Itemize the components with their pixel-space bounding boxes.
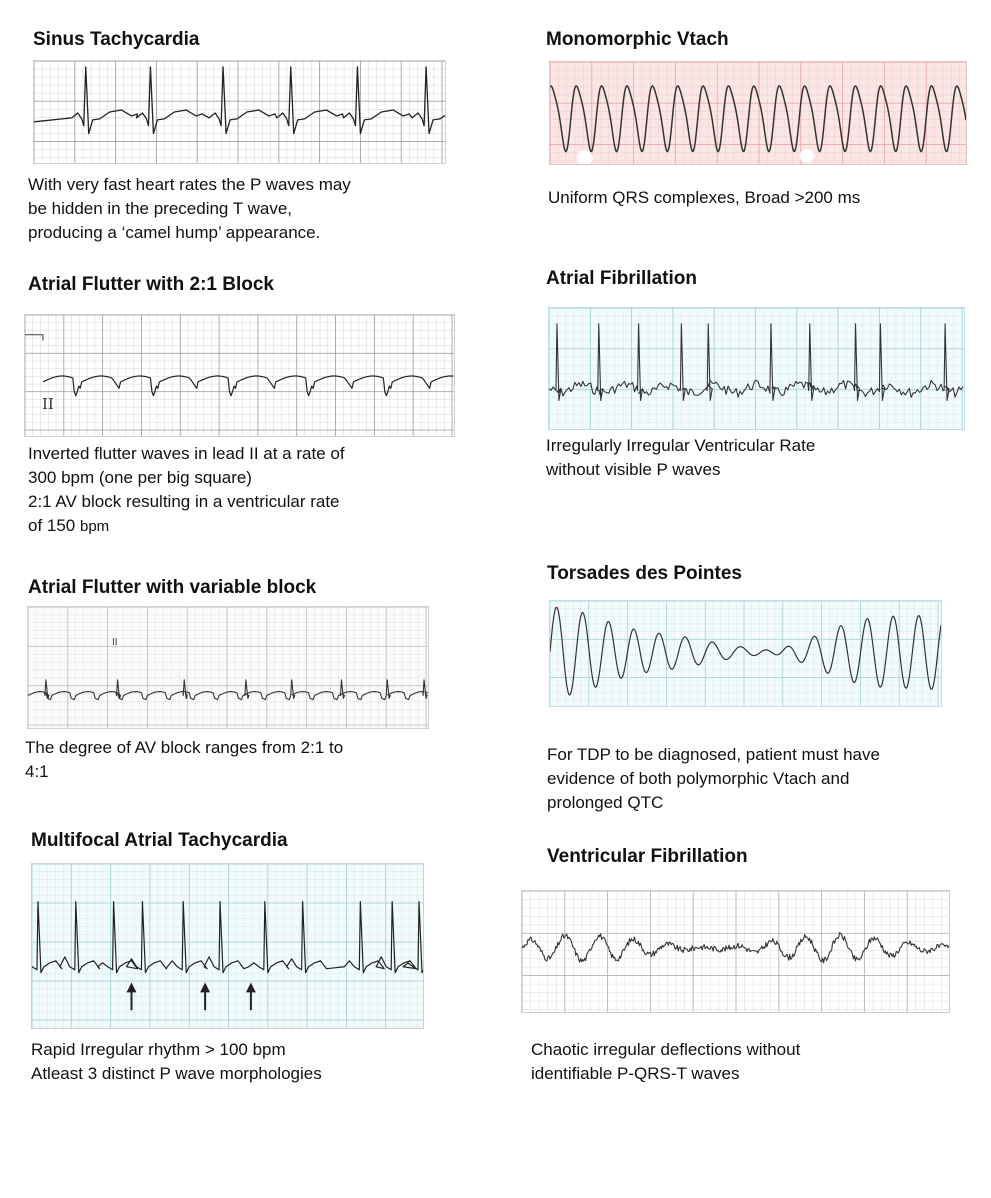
caption-line: 2:1 AV block resulting in a ventricular rate xyxy=(28,492,340,511)
caption-line: prolonged QTC xyxy=(547,793,664,812)
ecg-strip-atrial-flutter-2-1 xyxy=(24,314,455,437)
caption-line: identifiable P-QRS-T waves xyxy=(531,1064,740,1083)
caption-monomorphic-vtach xyxy=(548,186,860,210)
caption-line: 300 bpm (one per big square) xyxy=(28,468,252,487)
title-torsades-des-pointes: Torsades des Pointes xyxy=(547,563,742,584)
lead-label: II xyxy=(112,637,118,648)
ecg-grid xyxy=(25,315,454,436)
ecg-trace-atrial-flutter-variable xyxy=(28,607,428,728)
ecg-strip-torsades-des-pointes xyxy=(549,600,942,707)
caption-unit: bpm xyxy=(80,518,110,535)
caption-multifocal-atrial-tachycardia xyxy=(31,1038,322,1086)
caption-line: Atleast 3 distinct P wave morphologies xyxy=(31,1064,322,1083)
lead-label: II xyxy=(42,395,54,413)
title-atrial-flutter-2-1: Atrial Flutter with 2:1 Block xyxy=(28,274,274,295)
strip-marker-dot xyxy=(800,149,814,163)
caption-line: Chaotic irregular deflections without xyxy=(531,1040,801,1059)
title-ventricular-fibrillation: Ventricular Fibrillation xyxy=(547,846,748,867)
ecg-strip-atrial-fibrillation xyxy=(548,307,965,430)
caption-text: of 150 xyxy=(28,516,80,535)
ecg-strip-sinus-tachycardia xyxy=(33,60,446,164)
ecg-strip-monomorphic-vtach xyxy=(549,61,967,165)
title-sinus-tachycardia: Sinus Tachycardia xyxy=(33,29,200,50)
ecg-trace-sinus-tachycardia xyxy=(34,61,445,163)
title-atrial-flutter-variable: Atrial Flutter with variable block xyxy=(28,577,317,598)
caption-line: Rapid Irregular rhythm > 100 bpm xyxy=(31,1040,286,1059)
caption-atrial-flutter-2-1 xyxy=(28,442,345,539)
ecg-trace-torsades-des-pointes xyxy=(550,601,941,706)
caption-atrial-fibrillation xyxy=(546,434,815,482)
caption-line xyxy=(28,514,345,539)
ecg-grid xyxy=(549,308,964,429)
caption-line: evidence of both polymorphic Vtach and xyxy=(547,769,850,788)
caption-line: With very fast heart rates the P waves may xyxy=(28,175,351,194)
ecg-strip-multifocal-atrial-tachycardia xyxy=(31,863,424,1029)
ecg-trace-atrial-fibrillation xyxy=(549,308,964,429)
ecg-grid xyxy=(550,62,966,164)
ecg-grid xyxy=(550,601,941,706)
caption-line: producing a ‘camel hump’ appearance. xyxy=(28,223,321,242)
caption-line: Uniform QRS complexes, Broad >200 ms xyxy=(548,188,861,207)
caption-sinus-tachycardia xyxy=(28,173,351,245)
title-atrial-fibrillation: Atrial Fibrillation xyxy=(546,268,697,289)
ecg-grid xyxy=(28,607,428,728)
caption-ventricular-fibrillation xyxy=(531,1038,800,1086)
caption-line: Irregularly Irregular Ventricular Rate xyxy=(546,436,816,455)
ecg-trace-ventricular-fibrillation xyxy=(522,891,949,1012)
caption-line: without visible P waves xyxy=(546,460,721,479)
ecg-trace-multifocal-atrial-tachycardia xyxy=(32,864,423,1028)
title-multifocal-atrial-tachycardia: Multifocal Atrial Tachycardia xyxy=(31,830,288,851)
caption-line: For TDP to be diagnosed, patient must have xyxy=(547,745,880,764)
caption-atrial-flutter-variable xyxy=(25,736,343,784)
caption-line: Inverted flutter waves in lead II at a rate of xyxy=(28,444,345,463)
caption-line: 4:1 xyxy=(25,762,49,781)
ecg-trace-atrial-flutter-2-1 xyxy=(25,315,454,436)
title-monomorphic-vtach: Monomorphic Vtach xyxy=(546,29,729,50)
caption-torsades-des-pointes xyxy=(547,743,880,815)
ecg-strip-ventricular-fibrillation xyxy=(521,890,950,1013)
caption-line: be hidden in the preceding T wave, xyxy=(28,199,293,218)
caption-line: The degree of AV block ranges from 2:1 to xyxy=(25,738,344,757)
ecg-strip-atrial-flutter-variable xyxy=(27,606,429,729)
ecg-grid xyxy=(32,864,423,1028)
ecg-trace-monomorphic-vtach xyxy=(550,62,966,164)
